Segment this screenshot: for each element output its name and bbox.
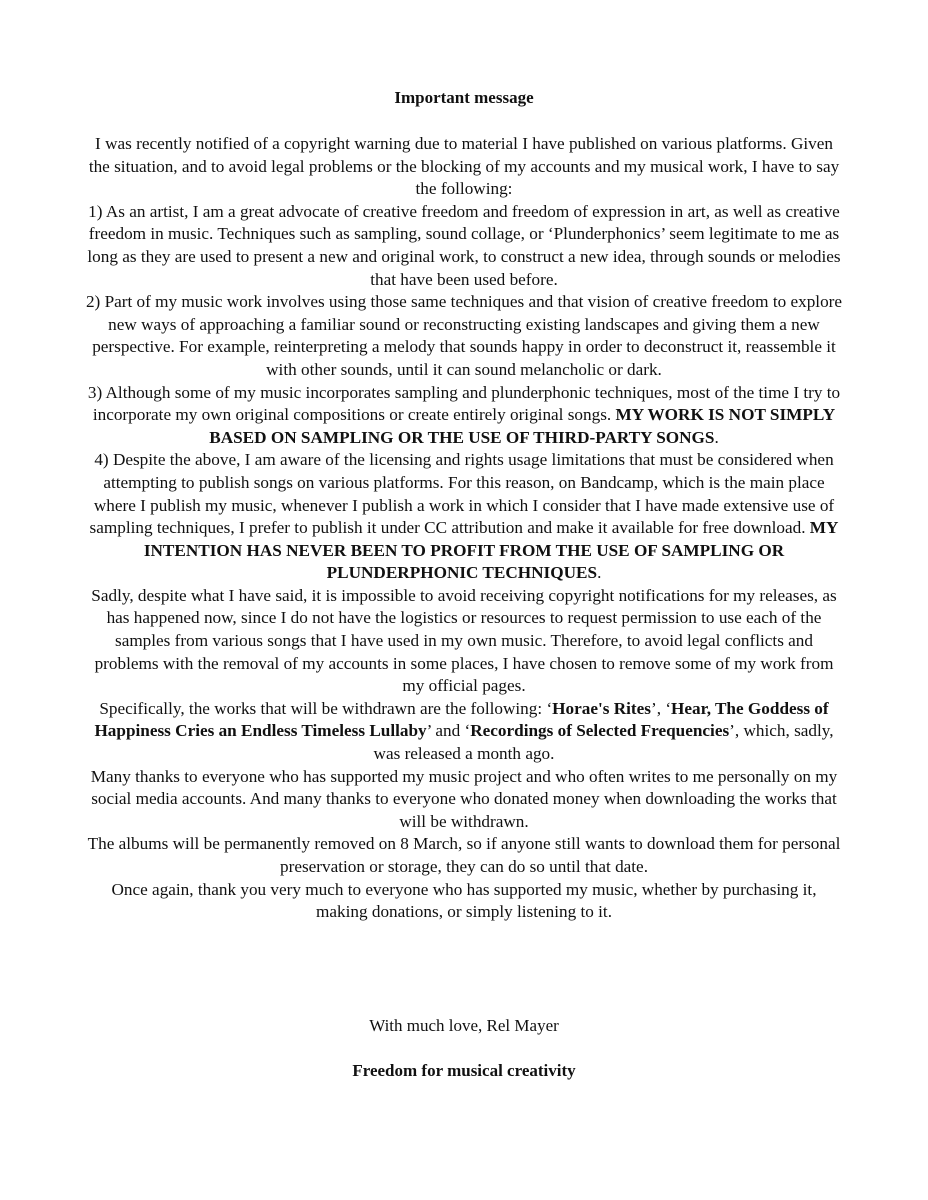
closing-thanks-paragraph: Once again, thank you very much to everyone who has supported my music, whether by purchasing it, making donations, or simply listening to it. [111,879,817,922]
point-4-text: 4) Despite the above, I am aware of the licensing and rights usage limitations that must be considered when attempting to publish songs on various platforms. For this reason, on Bandcamp, which is the main place where I publish my music, whenever I publish a work in which I consider that I have made extensive use of sampling techniques, I prefer to publish it under CC attribution and make it available for free download. [89,450,835,538]
point-4-paragraph [84,449,844,585]
thanks-paragraph: Many thanks to everyone who has supported my music project and who often writes to me personally on my social media accounts. And many thanks to everyone who donated money when downloading the works that will be withdrawn. [90,766,838,831]
quote-close: ’ [729,721,735,741]
withdrawn-work-title: Recordings of Selected Frequencies [470,721,730,741]
quote-open: ‘ [665,698,672,718]
deadline-paragraph: The albums will be permanently removed on 8 March, so if anyone still wants to download them for personal preservation or storage, they can do so until that date. [87,834,841,876]
signoff: With much love, Rel Mayer [369,1016,559,1035]
quote-open: ‘ [546,698,553,718]
point-4-emphasis: MY INTENTION HAS NEVER BEEN TO PROFIT FROM THE USE OF SAMPLING OR PLUNDERPHONIC TECHNIQUES [143,518,839,583]
point-3-emphasis: MY WORK IS NOT SIMPLY BASED ON SAMPLING OR THE USE OF THIRD-PARTY SONGS [209,405,836,447]
point-3-period: . [714,427,719,447]
point-2-paragraph: 2) Part of my music work involves using those same techniques and that vision of creative freedom to explore new ways of approaching a familiar sound or reconstructing existing landscapes and giving them a new perspective. For example, reinterpreting a melody that sounds happy in order to deconstruct it, reassemble it with other sounds, until it can sound melancholic or dark. [85,292,843,379]
quote-close: ’ [426,721,432,741]
page-title: Important message [394,88,534,107]
quote-open: ‘ [464,721,471,741]
intro-paragraph: I was recently notified of a copyright warning due to material I have published on various platforms. Given the situation, and to avoid legal problems or the blocking of my accounts and my musical work, I have to say the following: [88,134,840,199]
works-outro: , which, sadly, was released a month ago. [373,721,834,764]
withdrawn-work-title: Hear, The Goddess of Happiness Cries an Endless Timeless Lullaby [94,698,829,741]
point-3-text: 3) Although some of my music incorporates sampling and plunderphonic techniques, most of the time I try to incorporate my own original compositions or create entirely original songs. [87,382,841,425]
works-intro: Specifically, the works that will be withdrawn are the following: [99,698,547,718]
withdrawn-works-paragraph [84,698,844,766]
point-3-paragraph [84,382,844,450]
point-1-paragraph: 1) As an artist, I am a great advocate of creative freedom and freedom of expression in art, as well as creative freedom in music. Techniques such as sampling, sound collage, or ‘Plunderphonics’ seem legitimate to me as long as they are used to present a new and original work, to construct a new idea, through sounds or melodies that have been used before. [87,201,841,289]
message-body [84,133,844,924]
works-separator: and [431,721,465,741]
removal-paragraph: Sadly, despite what I have said, it is impossible to avoid receiving copyright notifications for my releases, as has happened now, since I do not have the logistics or resources to request permission to use each of the samples from various songs that I have used in my own music. Therefore, to avoid legal conflicts and problems with the removal of my accounts in some places, I have chosen to remove some of my work from my official pages. [91,585,837,696]
works-separator: , [656,698,666,718]
point-4-period: . [597,563,602,583]
motto: Freedom for musical creativity [352,1061,576,1080]
quote-close: ’ [650,698,657,718]
withdrawn-work-title: Horae's Rites [552,698,651,718]
